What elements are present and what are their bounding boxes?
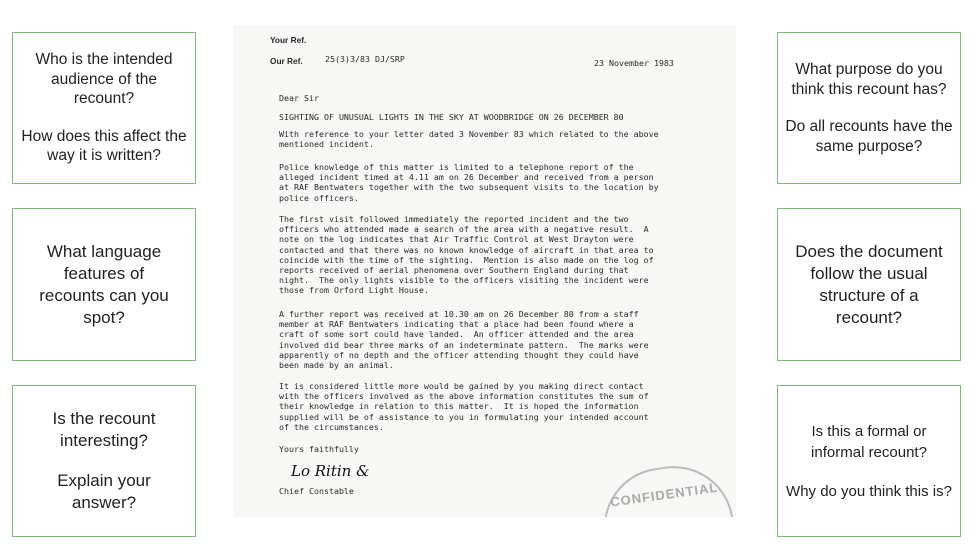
question-all-purpose: Do all recounts have the same purpose? [785, 118, 953, 155]
question-language: What language features of recounts can you spot? [39, 241, 169, 327]
your-ref-label: Your Ref. [270, 35, 307, 45]
question-box-interesting [12, 385, 196, 537]
letter-sign-title: Chief Constable [279, 486, 354, 496]
confidential-stamp: CONFIDENTIAL [596, 458, 736, 517]
question-audience: Who is the intended audience of the recount? [35, 51, 173, 108]
letter-date: 23 November 1983 [594, 58, 674, 68]
letter-document [233, 25, 736, 517]
letter-paragraph-3: The first visit followed immediately the reported incident and the two officers who attended made a search of the area with a negative result. A note on the log indicates that Air Traffic Control at West Drayton were contacted and that there was no known knowledge of aircraft in that area to coincide with the time of the sighting. Mention is also made on the log of reports received of aerial phenomena over Southern England during that night. The only lights visible to the officers visiting the incident were those from Orford Light House. [279, 214, 654, 296]
signature: Lo Ritin & [291, 462, 370, 480]
letter-closing: Yours faithfully [279, 444, 359, 454]
question-box-formality [777, 385, 961, 537]
letter-paragraph-5: It is considered little more would be gained by you making direct contact with the officers involved as the above information constitutes the sum of their knowledge in relation to this matter. It is hoped the information supplied will be of assistance to you in formulating your intended account of the circumstances. [279, 381, 649, 432]
question-interesting: Is the recount interesting? [52, 409, 156, 450]
question-box-structure [777, 208, 961, 361]
question-formal: Is this a formal or informal recount? [811, 422, 927, 461]
letter-paragraph-2: Police knowledge of this matter is limited to a telephone report of the alleged incident timed at 4.11 am on 26 December and received from a person at RAF Bentwaters together with the two subsequent visits to the location by police officers. [279, 162, 659, 203]
question-box-purpose [777, 32, 961, 184]
question-why: Why do you think this is? [786, 482, 952, 500]
question-audience-effect: How does this affect the way it is written? [21, 127, 187, 165]
letter-subject: SIGHTING OF UNUSUAL LIGHTS IN THE SKY AT WOODBRIDGE ON 26 DECEMBER 80 [279, 112, 624, 122]
question-structure: Does the document follow the usual structure of a recount? [795, 241, 943, 327]
question-box-language [12, 208, 196, 361]
letter-paragraph-4: A further report was received at 10.30 am on 26 December 80 from a staff member at RAF Bentwaters indicating that a place had been found where a craft of some sort could have landed. An officer attended and the area involved did bear three marks of an indeterminate pattern. The marks were apparently of no depth and the officer attending thought they could have been made by an animal. [279, 309, 649, 371]
letter-salutation: Dear Sir [279, 93, 319, 103]
question-purpose: What purpose do you think this recount has? [791, 61, 947, 98]
letter-paragraph-1: With reference to your letter dated 3 November 83 which related to the above mentioned incident. [279, 129, 659, 150]
our-ref-value: 25(3)3/83 DJ/SRP [325, 54, 405, 64]
question-explain: Explain your answer? [57, 471, 151, 512]
question-box-audience [12, 32, 196, 184]
our-ref-label: Our Ref. [270, 56, 303, 66]
